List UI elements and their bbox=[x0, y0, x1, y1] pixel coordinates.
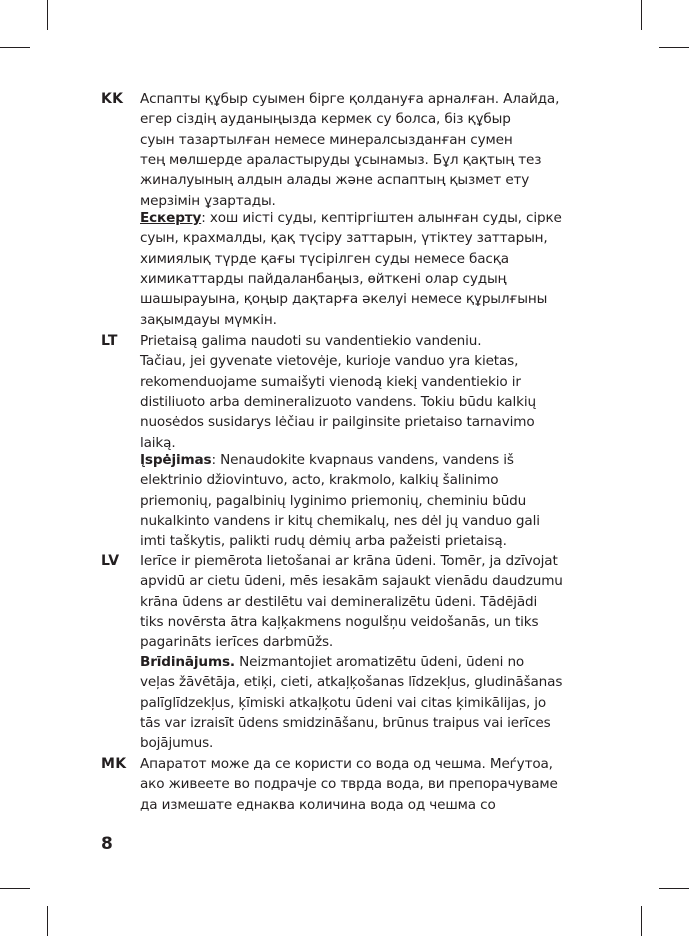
warning-line: priemonių, pagalbinių lyginimo priemonių, cheminiu būdu bbox=[140, 492, 527, 509]
body-line: мерзімін ұзартады. bbox=[140, 192, 276, 209]
warning-label: Ескерту bbox=[140, 210, 202, 226]
section-warning bbox=[140, 652, 600, 754]
crop-mark-bottom-left-h bbox=[0, 888, 30, 889]
warning-text: : Nenaudokite kvapnaus vandens, vandens iš bbox=[211, 452, 514, 468]
body-line: Апаратот може да се користи со вода од чешма. Меѓутоа, bbox=[140, 756, 553, 772]
body-line: Ierīce ir piemērota lietošanai ar krāna ūdeni. Tomēr, ja dzīvojat bbox=[140, 553, 558, 569]
crop-mark-bottom-left bbox=[47, 906, 48, 936]
warning-line: суын, крахмалды, қақ түсіру заттарын, үтіктеу заттарын, bbox=[140, 230, 548, 247]
warning-line: bojājumus. bbox=[140, 735, 214, 752]
language-code: LV bbox=[101, 553, 120, 569]
body-line: Prietaisą galima naudoti su vandentiekio vandeniu. bbox=[140, 333, 482, 349]
section-warning bbox=[140, 208, 600, 330]
body-line: да измешате еднаква количина вода од чешма со bbox=[140, 796, 496, 813]
section-body bbox=[140, 89, 600, 211]
warning-line: palīglīdzekļus, ķīmiski atkaļķotu ūdeni vai citas ķimikālijas, jo bbox=[140, 694, 547, 711]
warning-line: шашырауына, қоңыр дақтарға әкелуі немесе құрылғыны bbox=[140, 291, 548, 308]
warning-text: : хош иісті суды, кептіргіштен алынған суды, сірке bbox=[201, 210, 562, 226]
language-code: LT bbox=[101, 333, 118, 349]
body-line: егер сіздің ауданыңызда кермек су болса, біз құбыр bbox=[140, 111, 511, 128]
body-line: ако живеете во подрачје со тврда вода, ви препорачуваме bbox=[140, 776, 558, 793]
body-line: Аспапты құбыр суымен бірге қолдануға арналған. Алайда, bbox=[140, 91, 560, 107]
body-line: pagarināts ierīces darbmūžs. bbox=[140, 634, 334, 651]
warning-first-line bbox=[140, 450, 600, 470]
warning-line: зақымдауы мүмкін. bbox=[140, 311, 277, 328]
crop-mark-bottom-right-h bbox=[659, 888, 689, 889]
warning-line: tās var izraisīt ūdens smidzināšanu, brūnus traipus vai ierīces bbox=[140, 715, 551, 732]
body-line: nuosėdos susidarys lėčiau ir pailginsite prietaiso tarnavimo bbox=[140, 414, 535, 431]
warning-line: elektrinio džiovintuvo, acto, krakmolo, kalkių šalinimo bbox=[140, 472, 499, 489]
body-line: rekomenduojame sumaišyti vienodą kiekį vandentiekio ir bbox=[140, 373, 521, 390]
warning-label: Įspėjimas bbox=[140, 452, 212, 468]
crop-mark-top-right bbox=[641, 0, 642, 30]
body-line: distiliuoto arba demineralizuoto vandens. Tokiu būdu kalkių bbox=[140, 394, 536, 411]
body-line: суын тазартылған немесе минералсызданған сумен bbox=[140, 131, 513, 148]
section-warning bbox=[140, 450, 600, 552]
body-line: Tačiau, jei gyvenate vietovėje, kurioje vanduo yra kietas, bbox=[140, 353, 519, 370]
body-line: тең мөлшерде араластыруды ұсынамыз. Бұл қақтың тез bbox=[140, 152, 542, 169]
warning-text: Neizmantojiet aromatizētu ūdeni, ūdeni no bbox=[234, 654, 525, 670]
body-line: krāna ūdens ar destilētu vai demineralizētu ūdeni. Tādējādi bbox=[140, 593, 538, 610]
section-body bbox=[140, 551, 600, 653]
body-line: жиналуының алдын алады және аспаптың қызмет ету bbox=[140, 172, 530, 189]
body-line: apvidū ar cietu ūdeni, mēs iesakām sajaukt vienādu daudzumu bbox=[140, 573, 563, 590]
section-body bbox=[140, 754, 600, 815]
warning-line: veļas žāvētāja, etiķi, cieti, atkaļķošanas līdzekļus, gludināšanas bbox=[140, 674, 563, 691]
crop-mark-bottom-right bbox=[641, 906, 642, 936]
language-code: KK bbox=[101, 91, 124, 107]
warning-line: nukalkinto vandens ir kitų chemikalų, nes dėl jų vanduo gali bbox=[140, 513, 540, 530]
crop-mark-top-right-h bbox=[659, 47, 689, 48]
warning-label: Brīdinājums. bbox=[140, 654, 235, 670]
warning-line: химиялық түрде қағы түсірілген суды немесе басқа bbox=[140, 250, 509, 267]
warning-first-line bbox=[140, 208, 600, 228]
crop-mark-top-left bbox=[47, 0, 48, 30]
body-line: tiks novērsta ātra kaļķakmens nogulšņu veidošanās, un tiks bbox=[140, 614, 539, 631]
page-number: 8 bbox=[101, 834, 113, 854]
warning-line: химикаттарды пайдаланбаңыз, өйткені олар судың bbox=[140, 271, 507, 288]
body-line: laiką. bbox=[140, 434, 176, 451]
language-code: MK bbox=[101, 756, 127, 772]
warning-first-line bbox=[140, 652, 600, 672]
crop-mark-top-left-h bbox=[0, 47, 30, 48]
section-body bbox=[140, 331, 600, 453]
warning-line: imti taškytis, palikti rudų dėmių arba pažeisti prietaisą. bbox=[140, 533, 507, 550]
